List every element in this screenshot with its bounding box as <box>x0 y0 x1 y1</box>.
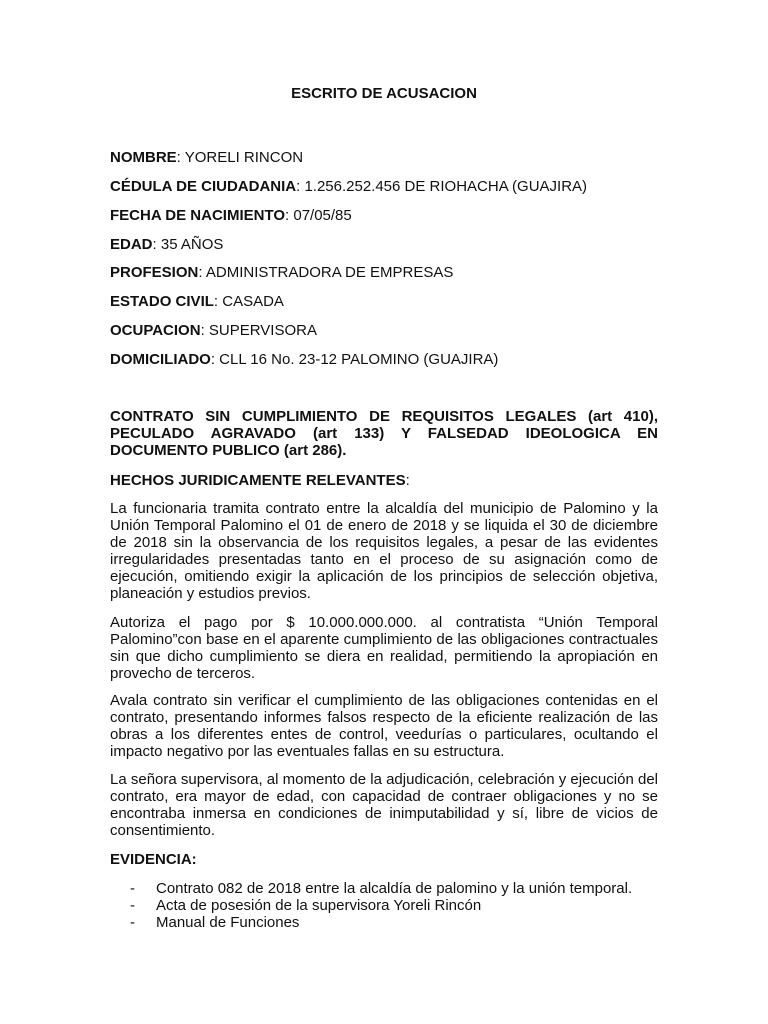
document-title: ESCRITO DE ACUSACION <box>291 85 477 102</box>
fact-paragraph-4: La señora supervisora, al momento de la adjudicación, celebración y ejecución del contrato, era mayor de edad, con capacidad de contraer obligaciones y no se encontraba inmersa en condiciones de inimputabilidad y sí, libre de vicios de consentimiento. <box>110 771 658 839</box>
facts-heading-text: HECHOS JURIDICAMENTE RELEVANTES <box>110 472 406 489</box>
evidence-list <box>110 880 670 931</box>
field-fecha-nacimiento <box>110 206 660 226</box>
evidence-item <box>110 914 670 931</box>
fact-paragraph-1: La funcionaria tramita contrato entre la alcaldía del municipio de Palomino y la Unión Temporal Palomino el 01 de enero de 2018 y se liquida el 30 de diciembre de 2018 sin la observancia de los requisitos legales, a pesar de las evidentes irregularidades presentadas tanto en el proceso de su asignación como de ejecución, omitiendo exigir la aplicación de los principios de selección objetiva, planeación y estudios previos. <box>110 500 658 602</box>
evidence-item <box>110 880 670 897</box>
field-value: : CLL 16 No. 23-12 PALOMINO (GUAJIRA) <box>210 351 499 368</box>
field-ocupacion <box>110 321 660 341</box>
field-nombre <box>110 148 660 168</box>
field-cedula <box>110 177 660 197</box>
evidence-item-text: Manual de Funciones <box>156 914 300 931</box>
evidence-heading: EVIDENCIA: <box>110 851 197 868</box>
field-value: : ADMINISTRADORA DE EMPRESAS <box>198 264 454 281</box>
list-bullet: - <box>130 880 135 897</box>
evidence-item <box>110 897 670 914</box>
field-label: EDAD <box>110 236 153 253</box>
field-edad <box>110 235 660 255</box>
field-label: NOMBRE <box>110 149 177 166</box>
list-bullet: - <box>130 897 135 914</box>
field-value: : 1.256.252.456 DE RIOHACHA (GUAJIRA) <box>296 178 588 195</box>
fact-paragraph-2: Autoriza el pago por $ 10.000.000.000. al contratista “Unión Temporal Palomino”con base en el aparente cumplimiento de las obligaciones contractuales sin que dicho cumplimiento se diera en realidad, permitiendo la apropiación en provecho de terceros. <box>110 614 658 682</box>
list-bullet: - <box>130 914 135 931</box>
field-label: OCUPACION <box>110 322 201 339</box>
field-value: : SUPERVISORA <box>200 322 317 339</box>
facts-heading-colon: : <box>405 472 410 489</box>
field-value: : 07/05/85 <box>285 207 352 224</box>
evidence-item-text: Contrato 082 de 2018 entre la alcaldía de palomino y la unión temporal. <box>156 880 633 897</box>
facts-heading <box>110 471 658 491</box>
evidence-item-text: Acta de posesión de la supervisora Yoreli Rincón <box>156 897 482 914</box>
field-label: DOMICILIADO <box>110 351 211 368</box>
field-profesion <box>110 263 660 283</box>
field-value: : YORELI RINCON <box>176 149 304 166</box>
fact-paragraph-3: Avala contrato sin verificar el cumplimiento de las obligaciones contenidas en el contrato, presentando informes falsos respecto de la eficiente realización de las obras a los diferentes entes de control, veedurías o particulares, ocultando el impacto negativo por las eventuales fallas en su estructura. <box>110 692 658 760</box>
field-value: : 35 AÑOS <box>152 236 224 253</box>
field-domiciliado <box>110 350 660 370</box>
field-label: FECHA DE NACIMIENTO <box>110 207 286 224</box>
field-value: : CASADA <box>213 293 284 310</box>
field-label: CÉDULA DE CIUDADANIA <box>110 178 297 195</box>
field-label: ESTADO CIVIL <box>110 293 214 310</box>
field-estado-civil <box>110 292 660 312</box>
charges-paragraph: CONTRATO SIN CUMPLIMIENTO DE REQUISITOS LEGALES (art 410), PECULADO AGRAVADO (art 133) Y FALSEDAD IDEOLOGICA EN DOCUMENTO PUBLICO (art 286). <box>110 408 658 459</box>
field-label: PROFESION <box>110 264 199 281</box>
